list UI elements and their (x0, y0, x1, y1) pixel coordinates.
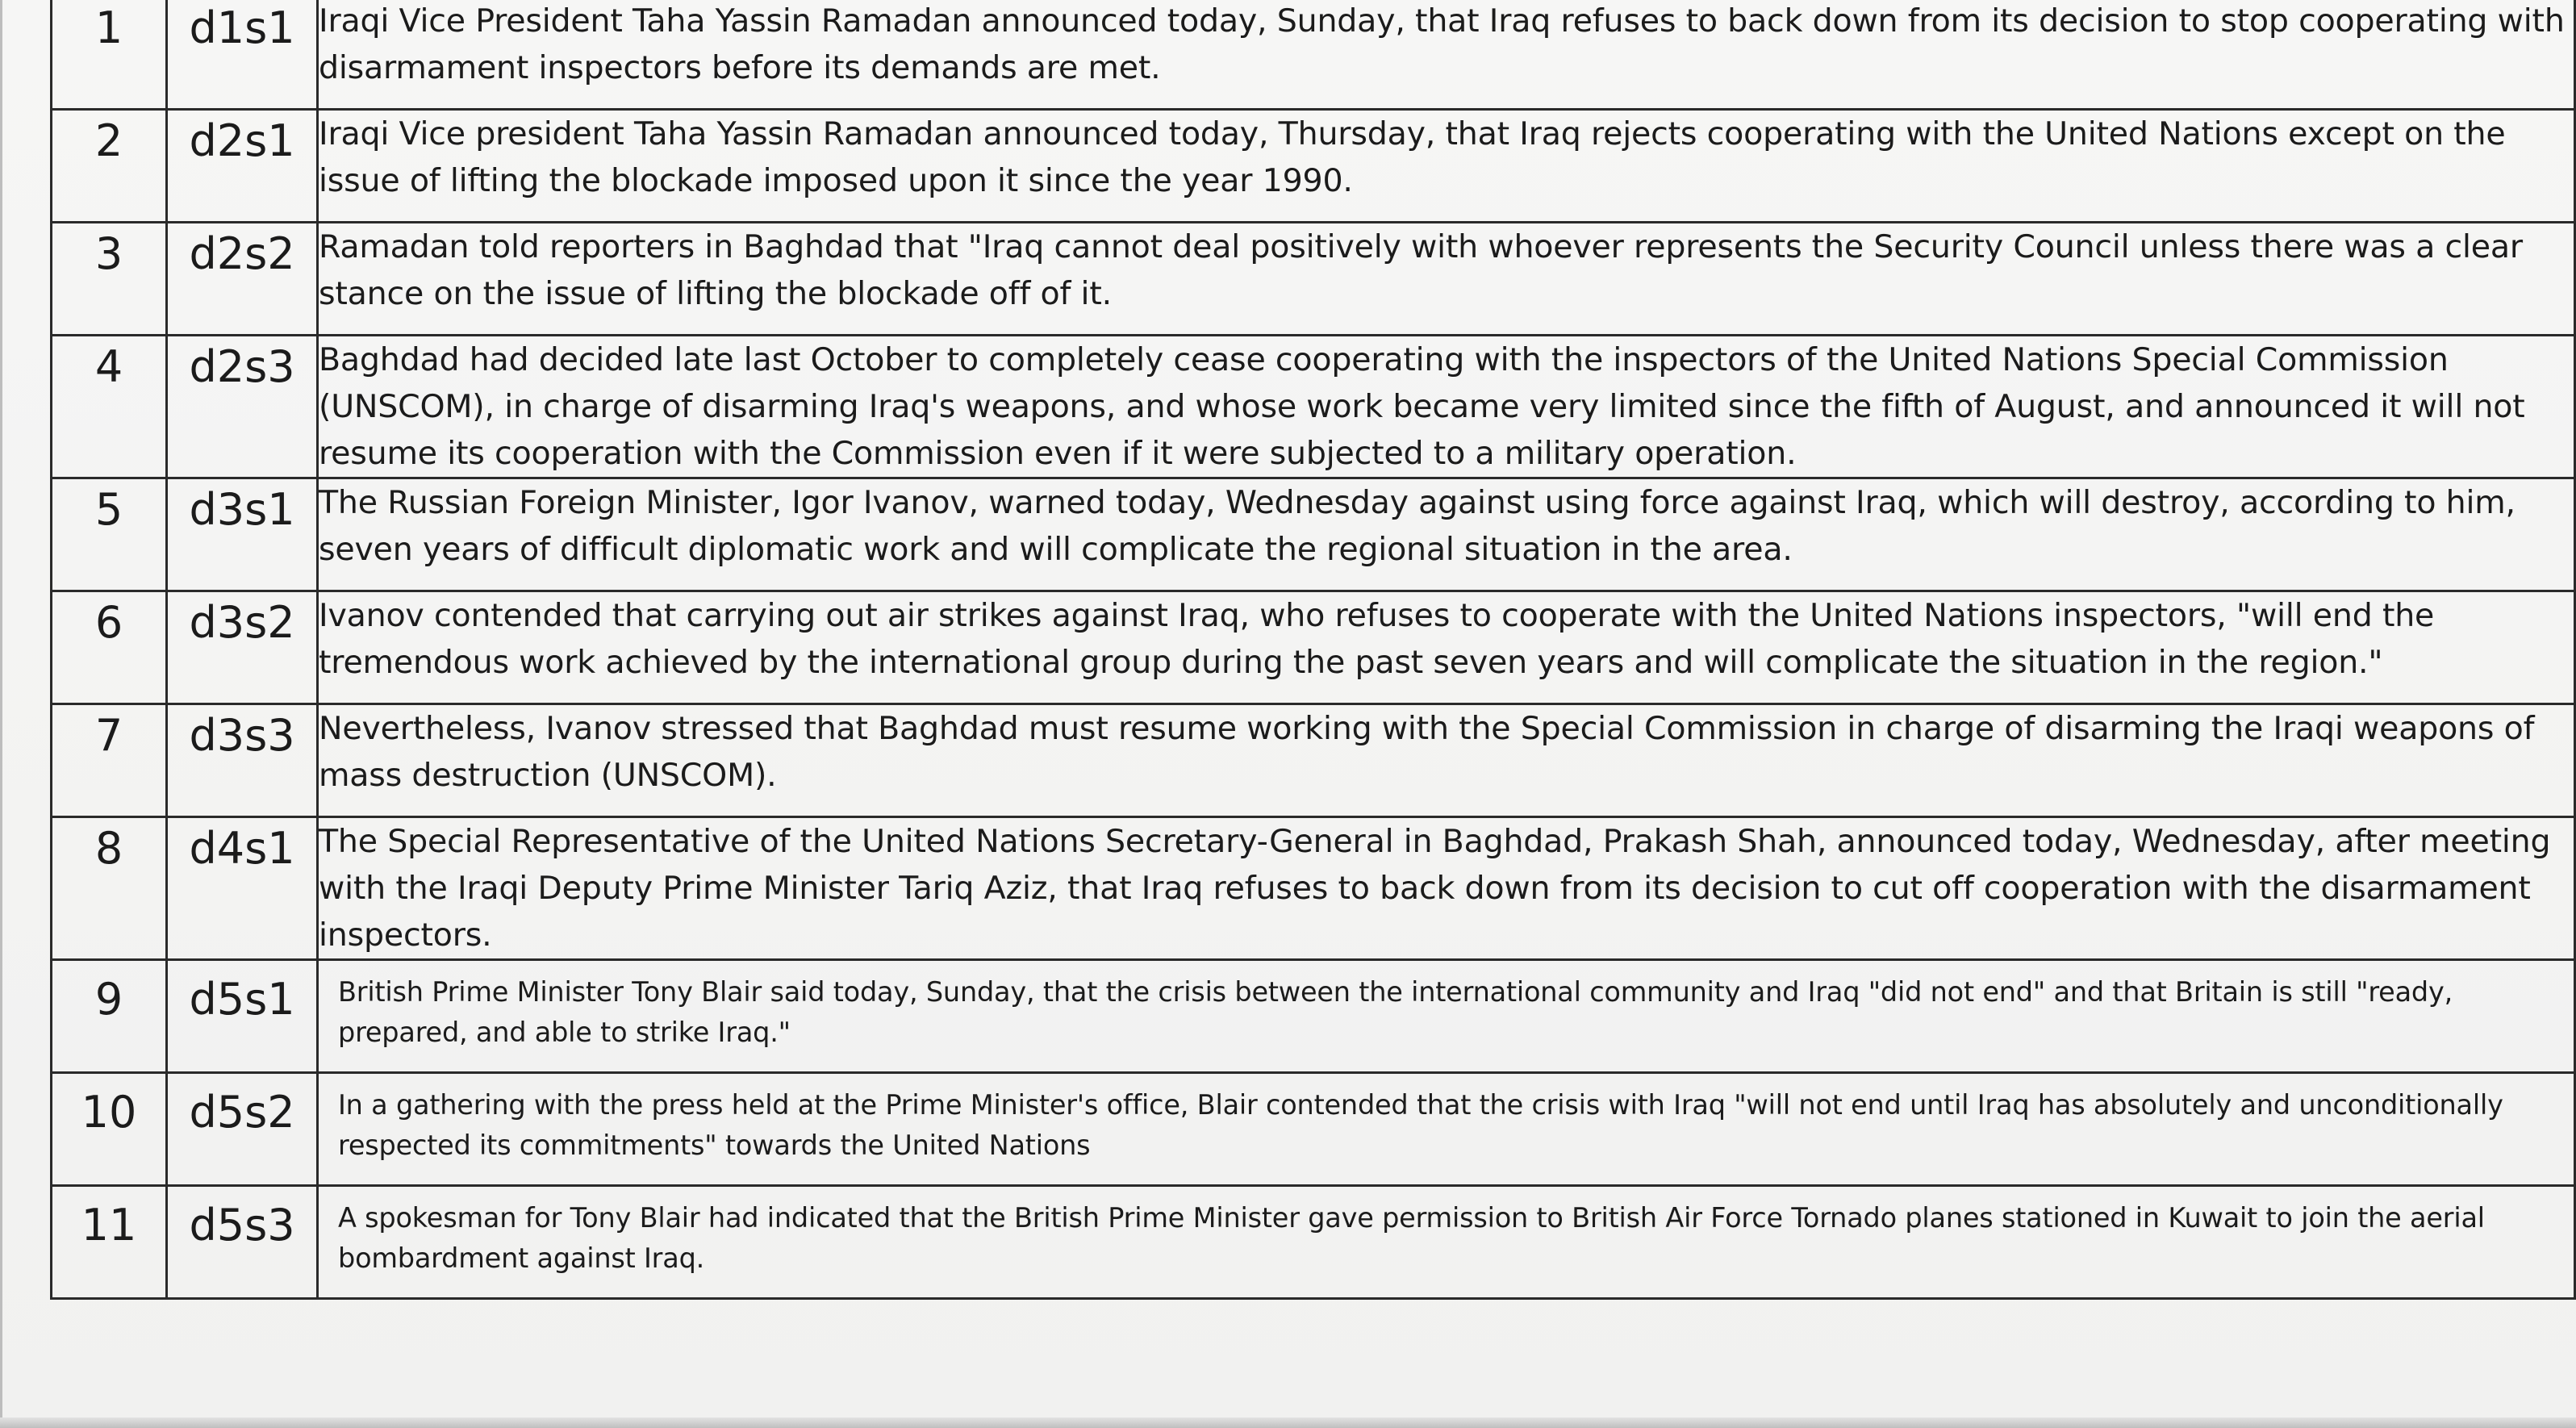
table-row (52, 223, 2575, 336)
sentence-text: The Russian Foreign Minister, Igor Ivanov, warned today, Wednesday against using force against Iraq, which will destroy, according to him, seven years of difficult diplomatic work and will complicate the regional situation in the area. (318, 478, 2575, 591)
sentence-text: British Prime Minister Tony Blair said today, Sunday, that the crisis between the international community and Iraq "did not end" and that Britain is still "ready, prepared, and able to strike Iraq." (318, 960, 2575, 1073)
sentence-id: d4s1 (167, 817, 318, 960)
sentence-id: d2s1 (167, 110, 318, 223)
table-row (52, 1073, 2575, 1186)
table-row (52, 478, 2575, 591)
sentence-id: d5s3 (167, 1186, 318, 1299)
sentence-id: d1s1 (167, 0, 318, 110)
sentence-id: d2s3 (167, 336, 318, 478)
sentence-text: A spokesman for Tony Blair had indicated that the British Prime Minister gave permission to British Air Force Tornado planes stationed in Kuwait to join the aerial bombardment against Iraq. (318, 1186, 2575, 1299)
row-number: 6 (52, 591, 167, 704)
row-number: 9 (52, 960, 167, 1073)
sentence-id: d3s3 (167, 704, 318, 817)
table-row (52, 336, 2575, 478)
row-number: 10 (52, 1073, 167, 1186)
sentence-table (50, 0, 2576, 1300)
sentence-text: Iraqi Vice president Taha Yassin Ramadan announced today, Thursday, that Iraq rejects cooperating with the United Nations except on the issue of lifting the blockade imposed upon it since the year 1990. (318, 110, 2575, 223)
table-row (52, 591, 2575, 704)
sentence-id: d5s1 (167, 960, 318, 1073)
row-number: 1 (52, 0, 167, 110)
table-row (52, 0, 2575, 110)
row-number: 2 (52, 110, 167, 223)
row-number: 8 (52, 817, 167, 960)
table-row (52, 110, 2575, 223)
sentence-id: d3s2 (167, 591, 318, 704)
sentence-text: Ivanov contended that carrying out air strikes against Iraq, who refuses to cooperate with the United Nations inspectors, "will end the tremendous work achieved by the international group during the past seven years and will complicate the situation in the region." (318, 591, 2575, 704)
row-number: 4 (52, 336, 167, 478)
row-number: 3 (52, 223, 167, 336)
sentence-id: d3s1 (167, 478, 318, 591)
row-number: 11 (52, 1186, 167, 1299)
sentence-text: In a gathering with the press held at the Prime Minister's office, Blair contended that the crisis with Iraq "will not end until Iraq has absolutely and unconditionally respected its commitments" towards the United Nations (318, 1073, 2575, 1186)
sentence-text: Nevertheless, Ivanov stressed that Baghdad must resume working with the Special Commission in charge of disarming the Iraqi weapons of mass destruction (UNSCOM). (318, 704, 2575, 817)
row-number: 7 (52, 704, 167, 817)
sentence-id: d2s2 (167, 223, 318, 336)
sentence-text: Ramadan told reporters in Baghdad that "Iraq cannot deal positively with whoever represents the Security Council unless there was a clear stance on the issue of lifting the blockade off of it. (318, 223, 2575, 336)
page-left-edge (0, 0, 2, 1428)
page-bottom-edge (0, 1418, 2576, 1428)
table-row (52, 704, 2575, 817)
table-row (52, 960, 2575, 1073)
sentence-text: Iraqi Vice President Taha Yassin Ramadan announced today, Sunday, that Iraq refuses to back down from its decision to stop cooperating with disarmament inspectors before its demands are met. (318, 0, 2575, 110)
sentence-id: d5s2 (167, 1073, 318, 1186)
sentence-text: Baghdad had decided late last October to completely cease cooperating with the inspectors of the United Nations Special Commission (UNSCOM), in charge of disarming Iraq's weapons, and whose work became very limited since the fifth of August, and announced it will not resume its cooperation with the Commission even if it were subjected to a military operation. (318, 336, 2575, 478)
table-row (52, 817, 2575, 960)
table-row (52, 1186, 2575, 1299)
sentence-text: The Special Representative of the United Nations Secretary-General in Baghdad, Prakash Shah, announced today, Wednesday, after meeting with the Iraqi Deputy Prime Minister Tariq Aziz, that Iraq refuses to back down from its decision to cut off cooperation with the disarmament inspectors. (318, 817, 2575, 960)
row-number: 5 (52, 478, 167, 591)
